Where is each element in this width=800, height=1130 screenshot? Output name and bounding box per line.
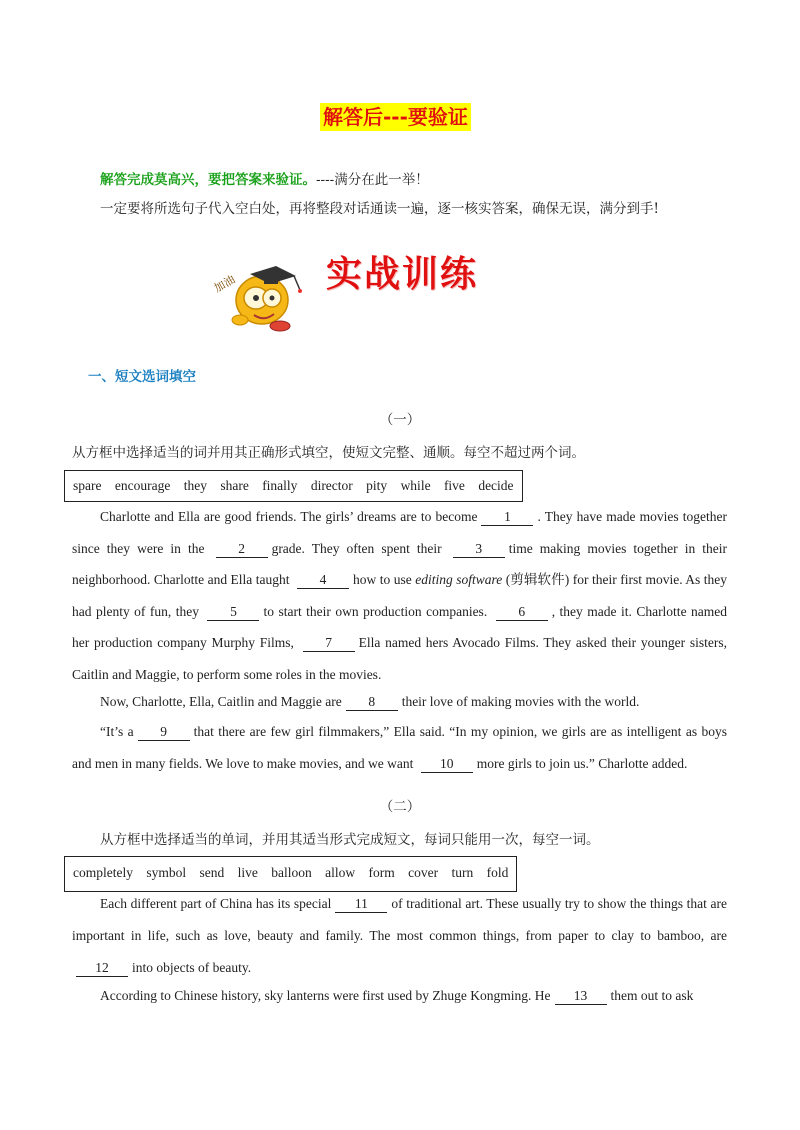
passage-1-paragraph-2: Now, Charlotte, Ella, Caitlin and Maggie are 8 their love of making movies with the world. (100, 694, 640, 709)
word-box-item: while (400, 478, 431, 493)
blank-6[interactable]: 6 (496, 604, 548, 621)
page-title: 解答后---要验证 (320, 103, 471, 131)
word-box-1 (64, 470, 523, 502)
word-box-item: five (443, 478, 465, 493)
word-box-item: spare (73, 478, 102, 493)
word-box-item: decide (478, 478, 514, 493)
word-box-item: pity (366, 478, 388, 493)
blank-5[interactable]: 5 (207, 604, 259, 621)
word-box-item: allow (325, 865, 356, 880)
blank-7[interactable]: 7 (303, 635, 355, 652)
section-heading: 一、短文选词填空 (88, 369, 196, 385)
word-box-item: turn (451, 865, 474, 880)
word-box-item: completely (73, 865, 133, 880)
word-box-2 (64, 856, 517, 892)
cheering-mascot-icon (210, 238, 310, 338)
word-box-item: share (220, 478, 249, 493)
word-box-item: fold (486, 865, 509, 880)
word-box-item: they (183, 478, 207, 493)
blank-13[interactable]: 13 (555, 988, 607, 1005)
blank-11[interactable]: 11 (335, 896, 387, 913)
word-box-item: encourage (114, 478, 171, 493)
passage-1-paragraph-3: “It’s a 9 that there are few girl filmmakers,” Ella said. “In my opinion, we girls are as intelligent as boys and men in many fields. We love to make movies, and we want 10 more girls to join us.” Charlotte added. (72, 724, 727, 771)
part-2-instruction: 从方框中选择适当的单词，并用其适当形式完成短文，每词只能用一次，每空一词。 (100, 832, 600, 848)
banner-title: 实战训练 (326, 254, 479, 295)
intro-line-2: 一定要将所选句子代入空白处，再将整段对话通读一遍，逐一核实答案，确保无误，满分到手! (100, 201, 659, 217)
blank-4[interactable]: 4 (297, 572, 349, 589)
word-box-item: cover (408, 865, 439, 880)
blank-1[interactable]: 1 (481, 509, 533, 526)
word-box-item: finally (262, 478, 298, 493)
intro-highlight: 解答完成莫高兴，要把答案来验证。 (100, 172, 316, 188)
word-box-item: live (237, 865, 258, 880)
word-box-item: director (310, 478, 353, 493)
part-1-title: （一） (379, 412, 421, 428)
part-2-title: （二） (379, 799, 421, 815)
blank-2[interactable]: 2 (216, 541, 268, 558)
blank-10[interactable]: 10 (421, 756, 473, 773)
passage-1-paragraph-1: Charlotte and Ella are good friends. The girls’ dreams are to become 1 . They have made movies together since they were in the 2 grade. They often spent their 3 time making movies together in their neighborhood. Charlotte and Ella taught 4 how to use editing software (剪辑软件) for their first movie. As they had plenty of fun, they 5 to start their own production companies. 6 , they made it. Charlotte named her production company Murphy Films, 7 Ella named hers Avocado Films. They asked their younger sisters, Caitlin and Maggie, to perform some roles in the movies. (72, 509, 728, 682)
intro-line-1 (100, 170, 429, 190)
part-1-instruction: 从方框中选择适当的词并用其正确形式填空，使短文完整、通顺。每空不超过两个词。 (72, 445, 585, 461)
blank-9[interactable]: 9 (138, 724, 190, 741)
word-box-item: symbol (146, 865, 187, 880)
blank-12[interactable]: 12 (76, 960, 128, 977)
blank-8[interactable]: 8 (346, 694, 398, 711)
intro-tail: ----满分在此一举！ (316, 172, 429, 188)
blank-3[interactable]: 3 (453, 541, 505, 558)
passage-2-paragraph-2: According to Chinese history, sky lanterns were first used by Zhuge Kongming. He 13 them out to ask (100, 988, 694, 1003)
svg-text:加油: 加油 (211, 272, 238, 296)
passage-2-paragraph-1: Each different part of China has its special 11 of traditional art. These usually try to show the things that are important in life, such as love, beauty and family. The most common things, from paper to clay to bamboo, are 12 into objects of beauty. (72, 896, 727, 975)
word-box-item: send (199, 865, 225, 880)
word-box-item: form (368, 865, 395, 880)
word-box-item: balloon (271, 865, 312, 880)
